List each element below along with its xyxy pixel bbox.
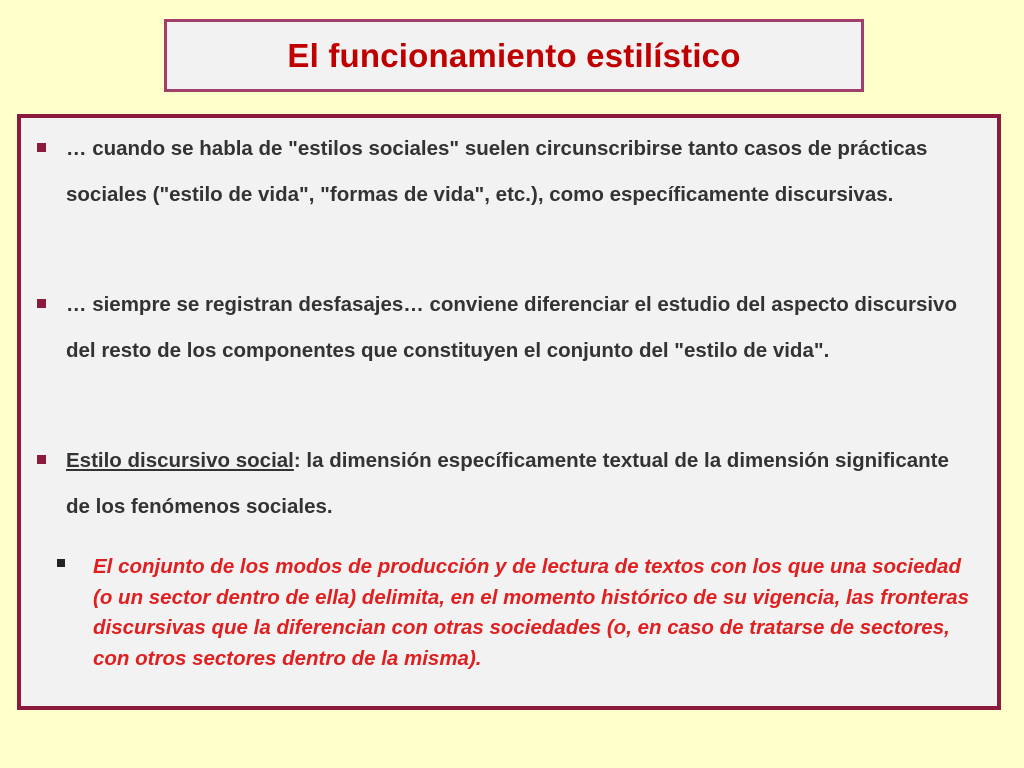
- sub-bullet-item: [57, 552, 977, 674]
- title-box: [164, 19, 864, 92]
- bullet-text-2: … siempre se registran desfasajes… conviene diferenciar el estudio del aspecto discursivo del resto de los componentes que constituyen el conjunto del "estilo de vida".: [66, 293, 957, 362]
- definition-rest: : la dimensión específicamente textual de la dimensión significante de los fenómenos sociales.: [66, 449, 949, 518]
- square-bullet-icon: [37, 455, 46, 464]
- square-bullet-icon: [57, 559, 65, 567]
- content-box: [17, 114, 1001, 710]
- square-bullet-icon: [37, 299, 46, 308]
- definition-text: El conjunto de los modos de producción y de lectura de textos con los que una sociedad (o un sector dentro de ella) delimita, en el momento histórico de su vigencia, las fronteras discursivas que la diferencian con otras sociedades (o, en caso de tratarse de sectores, con otros sectores dentro de la misma).: [93, 555, 970, 670]
- defined-term: Estilo discursivo social: [66, 449, 294, 472]
- bullet-item-1: [37, 137, 977, 218]
- bullet-item-3: [37, 449, 977, 530]
- slide-title: El funcionamiento estilístico: [287, 36, 741, 74]
- bullet-text-3: [66, 438, 977, 530]
- bullet-text-1: … cuando se habla de "estilos sociales" suelen circunscribirse tanto casos de prácticas sociales ("estilo de vida", "formas de vida", etc.), como específicamente discursivas.: [66, 137, 928, 206]
- square-bullet-icon: [37, 143, 46, 152]
- bullet-item-2: [37, 293, 977, 374]
